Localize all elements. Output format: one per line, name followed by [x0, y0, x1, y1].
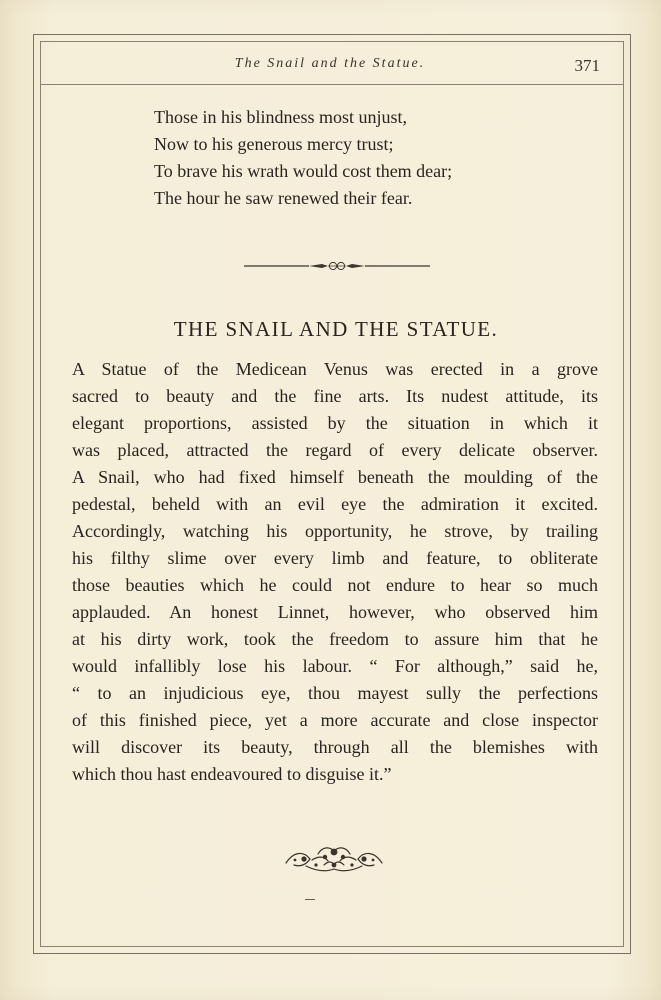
prose-paragraph	[72, 356, 598, 788]
prose-line: “ to an injudicious eye, thou mayest sully the perfections	[72, 683, 598, 703]
prose-line: at his dirty work, took the freedom to assure him that he	[72, 629, 598, 649]
poem-line: Now to his generous mercy trust;	[154, 134, 394, 154]
prose-line: A Statue of the Medicean Venus was erected in a grove	[72, 359, 598, 379]
prose-line: his filthy slime over every limb and feature, to obliterate	[72, 548, 598, 568]
prose-line: those beauties which he could not endure to hear so much	[72, 575, 598, 595]
poem-line: To brave his wrath would cost them dear;	[154, 161, 453, 181]
prose-line: of this finished piece, yet a more accurate and close inspector	[72, 710, 598, 730]
prose-line: would infallibly lose his labour. “ For although,” said he,	[72, 656, 598, 676]
prose-line: which thou hast endeavoured to disguise it.”	[72, 764, 392, 784]
poem-line: The hour he saw renewed their fear.	[154, 188, 413, 208]
prose-line: was placed, attracted the regard of every delicate observer.	[72, 440, 598, 460]
poem-stanza	[154, 104, 574, 212]
prose-line: applauded. An honest Linnet, however, who observed him	[72, 602, 598, 622]
prose-line: A Snail, who had fixed himself beneath the moulding of the	[72, 467, 598, 487]
prose-line: will discover its beauty, through all the blemishes with	[72, 737, 598, 757]
poem-line: Those in his blindness most unjust,	[154, 107, 408, 127]
page-number: 371	[574, 56, 600, 75]
floral-tailpiece-icon	[280, 841, 388, 875]
header-rule	[40, 84, 624, 85]
prose-line: elegant proportions, assisted by the situation in which it	[72, 413, 598, 433]
page-dash-mark	[305, 899, 315, 900]
running-head: The Snail and the Statue.	[234, 56, 426, 71]
prose-line: sacred to beauty and the fine arts. Its nudest attitude, its	[72, 386, 598, 406]
prose-line: pedestal, beheld with an evil eye the admiration it excited.	[72, 494, 598, 514]
prose-line: Accordingly, watching his opportunity, he strove, by trailing	[72, 521, 598, 541]
rule-divider-icon	[244, 259, 430, 273]
section-title: THE SNAIL AND THE STATUE.	[173, 317, 499, 341]
